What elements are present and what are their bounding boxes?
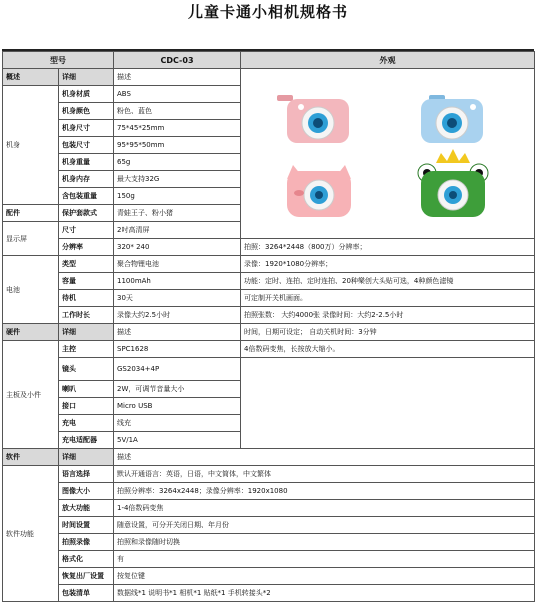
spec-value: 拍照和录像随时切换 xyxy=(114,534,535,551)
software-section: 软件 xyxy=(3,449,59,466)
spec-key: 机身重量 xyxy=(59,154,114,171)
spec-value: 默认开通语言：英语，日语，中文简体，中文繁体 xyxy=(114,466,535,483)
desc-label: 描述 xyxy=(114,69,241,86)
display-group: 显示屏 xyxy=(3,222,59,256)
spec-key: 机身材质 xyxy=(59,86,114,103)
spec-value: 1-4倍数码变焦 xyxy=(114,500,535,517)
pig-camera-icon xyxy=(287,165,351,217)
feature-line: 4倍数码变焦，长按放大缩小。 xyxy=(241,341,535,358)
model-value: CDC-03 xyxy=(114,52,241,69)
spec-key: 接口 xyxy=(59,398,114,415)
frog-camera-icon xyxy=(418,149,488,217)
spec-value: 150g xyxy=(114,188,241,205)
blank-cell xyxy=(241,358,535,449)
spec-key: 语言选择 xyxy=(59,466,114,483)
spec-key: 时间设置 xyxy=(59,517,114,534)
spec-value: 数据线*1 说明书*1 相机*1 贴纸*1 手机转接头*2 xyxy=(114,585,535,602)
feature-line: 拍照：3264*2448（800万）分辨率； xyxy=(241,239,535,256)
feature-line: 可定制开关机画面。 xyxy=(241,290,535,307)
spec-key: 含包装重量 xyxy=(59,188,114,205)
software-section-row xyxy=(3,449,535,466)
spec-key: 充电 xyxy=(59,415,114,432)
spec-key: 包装尺寸 xyxy=(59,137,114,154)
spec-key: 格式化 xyxy=(59,551,114,568)
spec-value: 最大支持32G xyxy=(114,171,241,188)
header-row xyxy=(3,52,535,69)
software-row-6 xyxy=(3,568,535,585)
software-row-3 xyxy=(3,517,535,534)
spec-key: 机身颜色 xyxy=(59,103,114,120)
spec-value: 青蛙王子、粉小猪 xyxy=(114,205,241,222)
hardware-row-0 xyxy=(3,341,535,358)
spec-value: GS2034+4P xyxy=(114,358,241,381)
feature-line: 录像：1920*1080分辨率； xyxy=(241,256,535,273)
spec-value: 2W，可调节音量大小 xyxy=(114,381,241,398)
spec-key: 机身内存 xyxy=(59,171,114,188)
spec-value: 75*45*25mm xyxy=(114,120,241,137)
spec-value: 录像大约2.5小时 xyxy=(114,307,241,324)
software-row-2 xyxy=(3,500,535,517)
spec-key: 图像大小 xyxy=(59,483,114,500)
hardware-group: 主板及小件 xyxy=(3,341,59,449)
software-row-0 xyxy=(3,466,535,483)
spec-key: 拍照录像 xyxy=(59,534,114,551)
spec-key: 镜头 xyxy=(59,358,114,381)
spec-value: 30天 xyxy=(114,290,241,307)
model-label: 型号 xyxy=(3,52,114,69)
spec-value: 按复位键 xyxy=(114,568,535,585)
spec-key: 工作时长 xyxy=(59,307,114,324)
spec-key: 包装清单 xyxy=(59,585,114,602)
blue-camera-icon xyxy=(421,95,483,143)
battery-group: 电池 xyxy=(3,256,59,324)
spec-value: 线充 xyxy=(114,415,241,432)
software-row-1 xyxy=(3,483,535,500)
spec-key: 尺寸 xyxy=(59,222,114,239)
software-group: 软件功能 xyxy=(3,466,59,602)
spec-sheet xyxy=(2,49,534,602)
software-row-7 xyxy=(3,585,535,602)
camera-illustrations xyxy=(241,85,535,223)
spec-key: 容量 xyxy=(59,273,114,290)
spec-value: 95*95*50mm xyxy=(114,137,241,154)
spec-value: 拍照分辨率：3264x2448；录像分辨率：1920x1080 xyxy=(114,483,535,500)
software-row-4 xyxy=(3,534,535,551)
spec-value: 粉色、蓝色 xyxy=(114,103,241,120)
accessory-section: 配件 xyxy=(3,205,59,222)
spec-value: 聚合物锂电池 xyxy=(114,256,241,273)
desc-label: 描述 xyxy=(114,324,241,341)
feature-line: 拍照张数： 大约4000张 录像时间：大约2-2.5小时 xyxy=(241,307,535,324)
display-row-1 xyxy=(3,239,535,256)
desc-label: 描述 xyxy=(114,449,535,466)
spec-key: 放大功能 xyxy=(59,500,114,517)
spec-key: 类型 xyxy=(59,256,114,273)
detail-label: 详细 xyxy=(59,69,114,86)
software-row-5 xyxy=(3,551,535,568)
spec-value: SPC1628 xyxy=(114,341,241,358)
spec-key: 保护套款式 xyxy=(59,205,114,222)
look-label: 外观 xyxy=(241,52,535,69)
battery-row-2 xyxy=(3,290,535,307)
overview-section: 概述 xyxy=(3,69,59,86)
spec-value: 65g xyxy=(114,154,241,171)
spec-value: Micro USB xyxy=(114,398,241,415)
spec-value: 随意设置，可分开关闭日期、年月份 xyxy=(114,517,535,534)
spec-value: ABS xyxy=(114,86,241,103)
feature-line: 时间，日期可设定； 自动关机时间：3分钟 xyxy=(241,324,535,341)
overview-section-row xyxy=(3,69,535,86)
spec-value: 1100mAh xyxy=(114,273,241,290)
spec-value: 320* 240 xyxy=(114,239,241,256)
hardware-row-1 xyxy=(3,358,535,381)
spec-key: 待机 xyxy=(59,290,114,307)
detail-label: 详细 xyxy=(59,449,114,466)
spec-value: 5V/1A xyxy=(114,432,241,449)
spec-key: 充电适配器 xyxy=(59,432,114,449)
spec-key: 主控 xyxy=(59,341,114,358)
spec-key: 分辨率 xyxy=(59,239,114,256)
hardware-section-row xyxy=(3,324,535,341)
product-images xyxy=(241,69,535,239)
spec-key: 恢复出厂设置 xyxy=(59,568,114,585)
spec-table xyxy=(2,51,535,602)
spec-value: 2吋高清屏 xyxy=(114,222,241,239)
battery-row-0 xyxy=(3,256,535,273)
battery-row-1 xyxy=(3,273,535,290)
spec-key: 机身尺寸 xyxy=(59,120,114,137)
hardware-section: 硬件 xyxy=(3,324,59,341)
spec-key: 喇叭 xyxy=(59,381,114,398)
spec-value: 有 xyxy=(114,551,535,568)
battery-row-3 xyxy=(3,307,535,324)
page-title: 儿童卡通小相机规格书 xyxy=(187,3,348,21)
pink-camera-icon xyxy=(277,95,349,143)
detail-label: 详细 xyxy=(59,324,114,341)
body-group: 机身 xyxy=(3,86,59,205)
feature-line: 功能：定时、连拍、定时连拍、20种樂创大头贴可选，4种颜色滤镜 xyxy=(241,273,535,290)
